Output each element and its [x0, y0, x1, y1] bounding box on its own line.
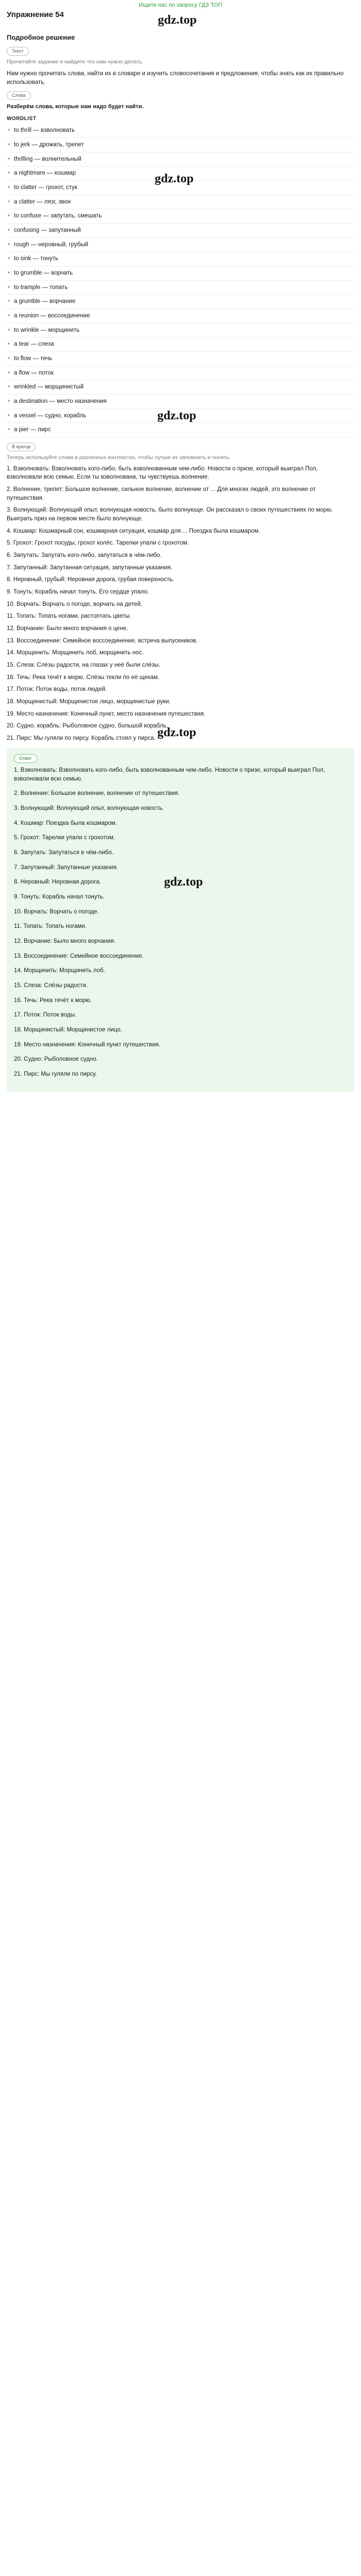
sentence-item: 14. Морщинить: Морщинить лоб, морщинить нос. [7, 650, 144, 656]
context-label: В кратце [7, 443, 36, 451]
page-title: Упражнение 54 [7, 10, 64, 19]
sentence-item: 15. Слеза: Слёзы радости, на глазах у неё были слёзы. [7, 662, 160, 669]
sentence-item: 17. Поток: Поток воды. [14, 1012, 77, 1019]
words-title: WORDLIST [7, 115, 37, 122]
watermark: gdz.top [158, 13, 197, 27]
sentence-item: 5. Грохот: Тарелки упали с грохотом. [14, 835, 116, 841]
word-item: • a grumble — ворчание [7, 295, 354, 309]
sentence-item: 9. Тонуть: Корабль начал тонуть. Его сердце упало. [7, 589, 150, 596]
sentence-item: 6. Запутать: Запутать кого-либо, запутаться в чём-либо. [7, 552, 162, 559]
hint-text: Прочитайте задание и найдите что нам нужно делать. [7, 58, 143, 65]
hint-label: Текст [7, 47, 29, 56]
word-item: • to jerk — дрожать, трепет [7, 138, 354, 152]
sentence-item: 9. Тонуть: Корабль начал тонуть. [14, 893, 105, 900]
explanation-text: Разберём слова, которые нам надо будет найти. [7, 103, 144, 110]
sentence-item: 17. Поток: Поток воды, поток людей. [7, 686, 107, 693]
word-item: • to thrill — взволновать [7, 124, 354, 138]
word-item: • a nightmare — кошмар [7, 166, 354, 181]
sentence-item: 2. Волнение, трепет: Большое волнение, сильное волнение, волнение от ... Для многих людей, это волнение от путешествия. [7, 486, 316, 501]
sentence-item: 14. Морщинить: Морщинить лоб. [14, 968, 105, 974]
sentence-item: 12. Ворчание: Было много ворчания о цене. [7, 625, 128, 632]
sentence-item: 21. Пирс: Мы гуляли по пирсу. [14, 1071, 97, 1077]
sentence-item: 4. Кошмар: Кошмарный сон, кошмарная ситуация, кошмар для ... Поездка была кошмаром. [7, 528, 260, 534]
watermark: gdz.top [157, 726, 196, 739]
sentence-item: 19. Место назначения: Конечный пункт, место назначения путешествия. [7, 710, 206, 717]
sentence-item: 16. Течь: Река течёт к морю. [14, 997, 92, 1004]
sentence-item: 3. Волнующий: Волнующий опыт, волнующая новость, было волнующе. Он рассказал о своих путешествиях по морю. Выиграть приз на первом месте было волнующе. [7, 507, 333, 522]
word-item: • to trample — топать [7, 281, 354, 295]
word-item: • to flow — течь [7, 352, 354, 366]
word-item: • thrilling — волнительный [7, 152, 354, 167]
sentence-item: 10. Ворчать: Ворчать о погоде, ворчать на детей. [7, 601, 142, 607]
sentence-item: 1. Взволновать: Взволновать кого-либо, быть взволнованным чем-либо. Новости о призе, который выиграл Пол, взволновали всю семью. [14, 767, 325, 782]
sentence-item: 7. Запутанный: Запутанные указания. [14, 864, 118, 871]
solution-title: Подробное решение [7, 33, 75, 41]
word-item: • a vessel — судно, корабль [7, 409, 354, 423]
answer-box [7, 748, 354, 1092]
sentence-item: 12. Ворчание: Было много ворчания. [14, 938, 116, 944]
word-item: • a pier — пирс [7, 423, 354, 437]
sentence-item: 20. Судно: Рыболовное судно. [14, 1056, 98, 1063]
sentence-item: 8. Неровный, грубый: Неровная дорога, грубая поверхность. [7, 577, 174, 583]
word-item: • to confuse — запутать, смешать [7, 209, 354, 224]
answer-label: Ответ [14, 754, 37, 763]
word-item: • a reunion — воссоединение [7, 309, 354, 324]
word-item: • a destination — место назначения [7, 395, 354, 409]
search-hint-link[interactable]: Ищите нас по запросу ГДЗ ТОП [139, 2, 222, 8]
word-item: • a clatter — лязг, звон [7, 195, 354, 210]
sentences-list [7, 465, 354, 743]
sentence-item: 8. Неровный: Неровная дорога. [14, 879, 102, 886]
word-item: • to wrinkle — морщинить [7, 324, 354, 338]
sentence-item: 18. Морщинистый: Морщинистое лицо, морщинистые руки. [7, 699, 171, 705]
task-text: Нам нужно прочитать слова, найти их в словаре и изучить словосочетания и предложения, чтобы знать как их правильно использовать. [7, 71, 344, 86]
sentence-item: 16. Течь: Река течёт к морю. Слёзы текли по её щекам. [7, 674, 159, 681]
sentence-item: 7. Запутанный: Запутанная ситуация, запутанные указания. [7, 564, 172, 571]
word-item: • a tear — слеза [7, 337, 354, 352]
sentence-item: 21. Пирс: Мы гуляли по пирсу. Корабль стоял у пирса. [7, 735, 156, 742]
sentence-item: 18. Морщинистый: Морщинистое лицо. [14, 1026, 122, 1033]
word-item: • to grumble — ворчать [7, 266, 354, 281]
watermark: gdz.top [157, 409, 196, 422]
word-item: • to sink — тонуть [7, 252, 354, 266]
explanation-label: Слова [7, 91, 31, 100]
sentence-item: 3. Волнующий: Волнующий опыт, волнующая новость. [14, 805, 164, 811]
sentence-item: 13. Воссоединение: Семейное воссоединение, встреча выпускников. [7, 637, 198, 644]
word-item: • to clatter — грохот, стук [7, 181, 354, 195]
sentence-item: 5. Грохот: Грохот посуды, грохот колёс. Тарелки упали с грохотом. [7, 540, 189, 547]
sentence-item: 20. Судно, корабль: Рыболовное судно, большой корабль. [7, 723, 168, 730]
context-text: Теперь используйте слова в различных контекстах, чтобы лучше их запомнить и понять. [7, 454, 231, 461]
word-item: • confusing — запутанный [7, 224, 354, 238]
answer-sentences-list [14, 766, 347, 1079]
sentence-item: 10. Ворчать: Ворчать о погоде. [14, 908, 99, 915]
word-item: • wrinkled — морщинистый [7, 380, 354, 395]
sentence-item: 6. Запутать: Запутаться в чём-либо. [14, 849, 113, 856]
sentence-item: 13. Воссоединение: Семейное воссоединение. [14, 953, 144, 959]
sentence-item: 11. Топать: Топать ногами, растоптать цветы. [7, 613, 132, 620]
word-item: • rough — неровный, грубый [7, 238, 354, 252]
sentence-item: 11. Топать: Топать ногами. [14, 923, 87, 930]
sentence-item: 2. Волнение: Большое волнение, волнение от путешествия. [14, 790, 180, 797]
word-item: • a flow — поток [7, 366, 354, 381]
sentence-item: 15. Слеза: Слёзы радости. [14, 982, 88, 989]
watermark: gdz.top [164, 875, 203, 889]
watermark: gdz.top [155, 172, 194, 185]
sentence-item: 4. Кошмар: Поездка была кошмаром. [14, 820, 117, 826]
sentence-item: 1. Взволновать: Взволновать кого-либо, быть взволнованным чем-либо. Новости о призе, который выиграл Пол, взволновали всю семью. Если ты взволнована, ты чувствуешь волнение. [7, 465, 318, 481]
sentence-item: 19. Место назначения: Конечный пункт путешествия. [14, 1041, 160, 1048]
